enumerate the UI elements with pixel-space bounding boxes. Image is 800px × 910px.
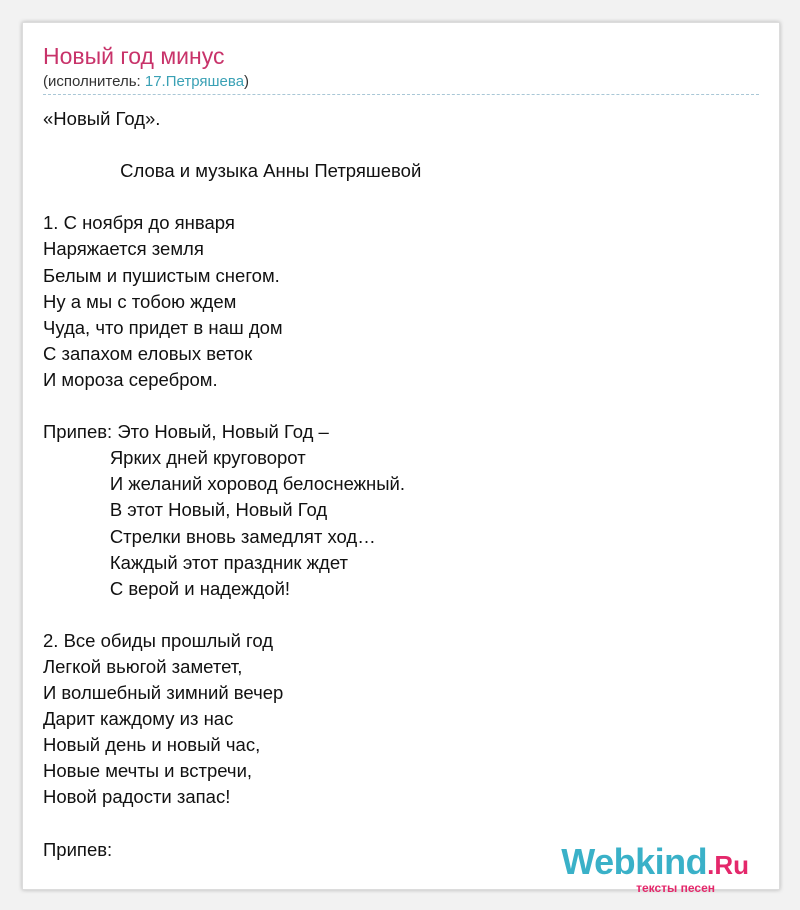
logo-subtitle: тексты песен <box>636 881 715 895</box>
song-title: Новый год минус <box>43 43 225 69</box>
lyrics-text: «Новый Год». Слова и музыка Анны Петряшевой 1. С ноября до января Наряжается земля Белым и пушистым снегом. Ну а мы с тобою ждем Чуда, что придет в наш дом С запахом еловых веток И мороза серебром. Припев: Это Новый, Новый Год – Ярких дней круговорот И желаний хоровод белоснежный. В этот Новый, Новый Год Стрелки вновь замедлят ход… Каждый этот праздник ждет С верой и надеждой! 2. Все обиды прошлый год Легкой вьюгой заметет, И волшебный зимний вечер Дарит каждому из нас Новый день и новый час, Новые мечты и встречи, Новой радости запас! Припев: <box>43 108 422 860</box>
dashed-divider <box>43 94 759 95</box>
song-card <box>22 22 780 895</box>
byline-prefix: (исполнитель: <box>43 73 145 90</box>
logo-domain: .Ru <box>707 850 749 880</box>
byline-suffix: ) <box>244 73 250 90</box>
logo-wordmark: Webkind <box>561 841 708 882</box>
artist-byline <box>43 73 249 90</box>
site-logo[interactable] <box>561 841 749 895</box>
artist-link[interactable]: 17.Петряшева <box>144 73 245 90</box>
